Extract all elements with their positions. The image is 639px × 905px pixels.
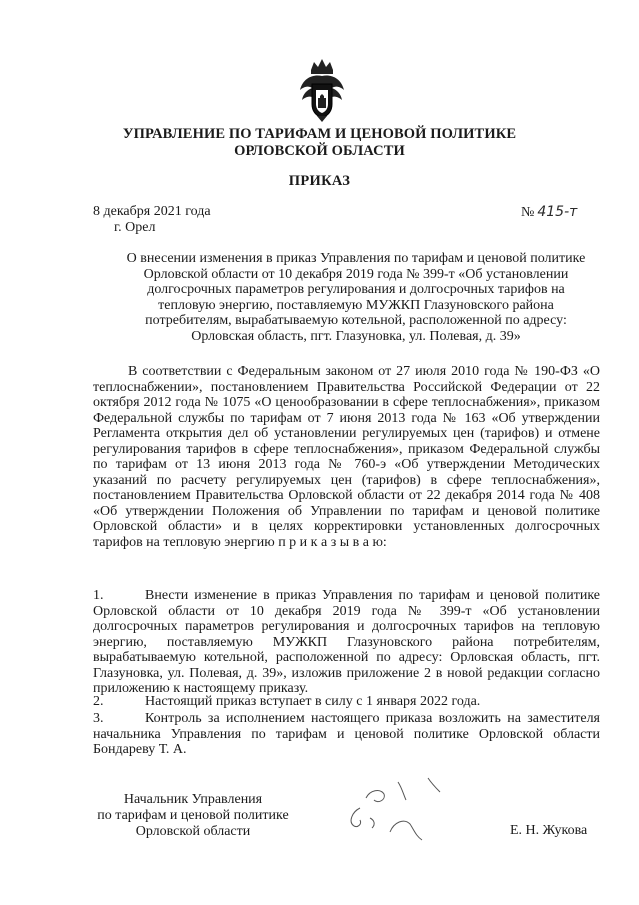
item-number: 3. xyxy=(93,711,104,726)
position-line: Начальник Управления xyxy=(123,792,263,807)
subject-line: Орловской области от 10 декабря 2019 года № 399-т «Об установлении xyxy=(143,266,569,282)
item-text: Контроль за исполнением настоящего приказа возложить на заместителя начальника Управления по тарифам и ценовой политике Орловской области Бондареву Т. А. xyxy=(93,711,600,757)
signatory-name: Е. Н. Жукова xyxy=(510,823,588,838)
handwritten-signature xyxy=(340,770,460,850)
item-text: Внести изменение в приказ Управления по тарифам и ценовой политике Орловской области от 10 декабря 2019 года № 399-т «Об установлении долгосрочных параметров регулирования и долгосрочных тарифов на тепловую энергию, поставляемую МУЖКП Глазуновского района потребителям, вырабатываемую котельной, расположенной по адресу: Орловская область, пгт. Глазуновка, ул. Полевая, д. 39», изложив приложение 2 в новой редакции согласно приложению к настоящему приказу. xyxy=(93,588,600,696)
position-line: по тарифам и ценовой политике xyxy=(97,808,289,823)
order-item-2 xyxy=(93,694,600,710)
document-subject xyxy=(112,251,600,344)
organization-name-line2: ОРЛОВСКОЙ ОБЛАСТИ xyxy=(234,143,405,159)
item-number: 1. xyxy=(93,588,104,603)
signatory-position xyxy=(88,792,298,840)
item-text: Настоящий приказ вступает в силу с 1 января 2022 года. xyxy=(145,694,481,709)
order-item-1 xyxy=(93,588,600,697)
number-sign: № xyxy=(521,205,535,220)
subject-line: потребителям, вырабатываемую котельной, расположенной по адресу: xyxy=(145,313,567,328)
preamble-paragraph xyxy=(93,364,600,550)
document-title: ПРИКАЗ xyxy=(288,173,351,189)
document-date: 8 декабря 2021 года xyxy=(93,204,211,219)
subject-line: Орловская область, пгт. Глазуновка, ул. Полевая, д. 39» xyxy=(191,328,521,344)
organization-name-line1: УПРАВЛЕНИЕ ПО ТАРИФАМ И ЦЕНОВОЙ ПОЛИТИКЕ xyxy=(122,126,517,142)
document-number xyxy=(521,204,577,221)
subject-line: О внесении изменения в приказ Управления по тарифам и ценовой политике xyxy=(126,251,586,266)
subject-line: долгосрочных параметров регулирования и долгосрочных тарифов на xyxy=(147,282,565,297)
subject-line: тепловую энергию, поставляемую МУЖКП Глазуновского района xyxy=(158,297,554,313)
item-number: 2. xyxy=(93,694,104,709)
document-city: г. Орел xyxy=(114,220,156,235)
order-item-3 xyxy=(93,711,600,758)
preamble-text: В соответствии с Федеральным законом от 27 июля 2010 года № 190-ФЗ «О теплоснабжении», постановлением Правительства Российской Федерации от 22 октября 2012 года № 1075 «О ценообразовании в сфере теплоснабжения», приказом Федеральной службы по тарифам от 7 июня 2013 года № 163 «Об утверждении Регламента открытия дел об установлении регулируемых цен (тарифов) и отмене регулирования тарифов в сфере теплоснабжения», приказом Федеральной службы по тарифам от 13 июня 2013 года № 760-э «Об утверждении Методических указаний по расчету регулируемых цен (тарифов) в сфере теплоснабжения», постановлением Правительства Орловской области от 22 декабря 2014 года № 408 «Об утверждении Положения об Управлении по тарифам и ценовой политике Орловской области» и в целях корректировки установленных долгосрочных тарифов на тепловую энергию п р и к а з ы в а ю: xyxy=(93,364,600,550)
coat-of-arms-emblem xyxy=(297,56,347,122)
handwritten-number: 415-т xyxy=(537,204,578,220)
position-line: Орловской области xyxy=(135,824,251,839)
